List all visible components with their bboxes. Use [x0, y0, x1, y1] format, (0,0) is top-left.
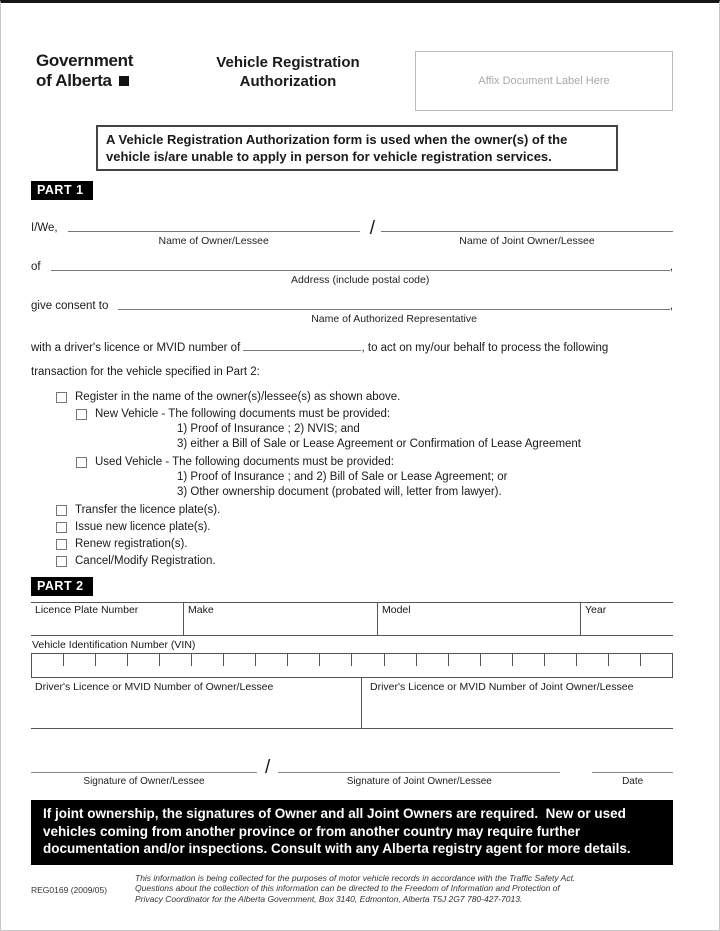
consent-label: give consent to	[31, 300, 109, 312]
checkbox[interactable]	[56, 505, 67, 516]
vin-character-cell[interactable]	[449, 654, 481, 666]
owner-name-input[interactable]	[68, 216, 360, 232]
vin-character-cell[interactable]	[128, 654, 160, 666]
vehicle-table-header-row	[31, 602, 673, 635]
vin-character-cell[interactable]	[641, 654, 672, 666]
checkbox[interactable]	[76, 457, 87, 468]
signature-slash: /	[265, 757, 271, 778]
mvid-number-input[interactable]	[243, 339, 361, 351]
transaction-option	[31, 504, 673, 516]
vin-character-cell[interactable]	[481, 654, 513, 666]
form-title	[188, 53, 388, 91]
owner-name-field-group	[68, 216, 360, 247]
date-label: Date	[622, 776, 644, 787]
vin-input-strip[interactable]	[31, 653, 673, 678]
owner-signature-label: Signature of Owner/Lessee	[83, 776, 205, 787]
vin-character-cell[interactable]	[160, 654, 192, 666]
representative-name-input[interactable]	[118, 294, 669, 310]
form-title-line1: Vehicle Registration	[216, 54, 360, 71]
transaction-option	[31, 456, 673, 499]
vin-character-cell[interactable]	[64, 654, 96, 666]
government-of-alberta-logo	[36, 51, 188, 91]
make-header: Make	[188, 604, 214, 616]
mvid-text-after: , to act on my/our behalf to process the following	[361, 342, 609, 354]
names-row	[31, 216, 673, 247]
option-detail: 1) Proof of Insurance ; 2) NVIS; and	[177, 423, 360, 435]
vin-character-cell[interactable]	[513, 654, 545, 666]
option-label: Transfer the licence plate(s).	[75, 504, 221, 516]
logo-line1: Government	[36, 51, 134, 70]
option-label: Register in the name of the owner(s)/lessee(s) as shown above.	[75, 391, 401, 403]
mvid-paragraph	[31, 339, 673, 356]
vin-character-cell[interactable]	[320, 654, 352, 666]
address-field-group	[51, 255, 670, 286]
year-header: Year	[585, 604, 607, 616]
joint-signature-label: Signature of Joint Owner/Lessee	[346, 776, 492, 787]
address-row	[31, 255, 673, 286]
joint-name-field-group	[381, 216, 673, 247]
form-number: REG0169 (2009/05)	[31, 885, 108, 895]
joint-owner-name-input[interactable]	[381, 216, 673, 232]
model-header: Model	[382, 604, 411, 616]
joint-ownership-banner: If joint ownership, the signatures of Owner and all Joint Owners are required. New or used vehicles coming from another province or from another country may require further documentation and/or inspections. Consult with any Alberta registry agent for more details.	[31, 800, 673, 865]
vin-character-cell[interactable]	[385, 654, 417, 666]
vin-character-cell[interactable]	[288, 654, 320, 666]
document-label-box	[415, 51, 673, 111]
option-detail: 1) Proof of Insurance ; and 2) Bill of Sale or Lease Agreement; or	[177, 471, 508, 483]
dl-owner-cell[interactable]	[31, 678, 362, 728]
vin-character-cell[interactable]	[192, 654, 224, 666]
joint-name-label: Name of Joint Owner/Lessee	[459, 235, 595, 247]
header	[31, 51, 673, 111]
checkbox[interactable]	[56, 522, 67, 533]
option-details	[31, 422, 673, 451]
plate-number-header: Licence Plate Number	[35, 604, 139, 616]
consent-comma: ,	[669, 300, 673, 312]
dl-number-row	[31, 678, 673, 729]
make-cell[interactable]	[184, 603, 378, 635]
checkbox[interactable]	[56, 556, 67, 567]
vin-character-cell[interactable]	[609, 654, 641, 666]
address-label: Address (include postal code)	[291, 274, 430, 286]
vin-character-cell[interactable]	[224, 654, 256, 666]
address-comma: ,	[669, 261, 673, 273]
option-detail: 3) Other ownership document (probated will, letter from lawyer).	[177, 485, 502, 498]
transaction-option	[31, 538, 673, 550]
owner-name-label: Name of Owner/Lessee	[158, 235, 269, 247]
names-slash: /	[369, 218, 375, 239]
affix-label-text: Affix Document Label Here	[478, 75, 610, 87]
vin-character-cell[interactable]	[545, 654, 577, 666]
checkbox[interactable]	[56, 539, 67, 550]
vin-character-cell[interactable]	[96, 654, 128, 666]
part2-badge: PART 2	[31, 577, 93, 596]
part1-badge: PART 1	[31, 181, 93, 200]
of-label: of	[31, 261, 41, 273]
transaction-options	[31, 391, 673, 567]
mvid-text-before: with a driver's licence or MVID number of	[31, 342, 241, 354]
option-label: Issue new licence plate(s).	[75, 521, 211, 533]
option-label: New Vehicle - The following documents must be provided:	[95, 408, 391, 420]
vin-character-cell[interactable]	[577, 654, 609, 666]
option-label: Used Vehicle - The following documents must be provided:	[95, 456, 394, 468]
vin-character-cell[interactable]	[417, 654, 449, 666]
checkbox[interactable]	[76, 409, 87, 420]
joint-signature-group	[278, 759, 560, 787]
representative-label: Name of Authorized Representative	[311, 313, 477, 325]
option-detail: 3) either a Bill of Sale or Lease Agreement or Confirmation of Lease Agreement	[177, 437, 582, 450]
transaction-option	[31, 555, 673, 567]
transaction-line: transaction for the vehicle specified in Part 2:	[31, 366, 260, 378]
iwe-label: I/We,	[31, 222, 58, 234]
dl-owner-label: Driver's Licence or MVID Number of Owner/Lessee	[35, 681, 274, 693]
vin-character-cell[interactable]	[256, 654, 288, 666]
vin-label: Vehicle Identification Number (VIN)	[32, 639, 196, 651]
model-cell[interactable]	[378, 603, 581, 635]
vin-character-cell[interactable]	[32, 654, 64, 666]
year-cell[interactable]	[581, 603, 673, 635]
signature-row	[31, 759, 673, 787]
option-details	[31, 470, 673, 499]
transaction-option	[31, 391, 673, 403]
usage-notice: A Vehicle Registration Authorization form is used when the owner(s) of the vehicle is/are unable to apply in person for vehicle registration services.	[96, 125, 618, 171]
option-label: Cancel/Modify Registration.	[75, 555, 216, 567]
privacy-statement: This information is being collected for the purposes of motor vehicle records in accordance with the Traffic Safety Act. Questions about the collection of this information can be directed to the Freedom of Information and Protection of Privacy Coordinator for the Alberta Government, Box 3140, Edmonton, Alberta T5J 2G7 780-427-7013.	[135, 872, 576, 904]
date-group	[592, 759, 673, 787]
plate-number-cell[interactable]	[31, 603, 184, 635]
footer	[31, 873, 673, 905]
transaction-option	[31, 521, 673, 533]
representative-field-group	[118, 294, 669, 325]
form-title-line2: Authorization	[239, 73, 337, 90]
alberta-logo-square-icon	[119, 76, 129, 86]
option-label: Renew registration(s).	[75, 538, 188, 550]
checkbox[interactable]	[56, 392, 67, 403]
dl-joint-cell[interactable]	[362, 678, 673, 728]
logo-line2: of Alberta	[36, 71, 112, 90]
owner-signature-group	[31, 759, 257, 787]
joint-signature-input[interactable]	[278, 759, 560, 773]
owner-signature-input[interactable]	[31, 759, 257, 773]
date-input[interactable]	[592, 759, 673, 773]
address-input[interactable]	[51, 255, 670, 271]
dl-joint-label: Driver's Licence or MVID Number of Joint Owner/Lessee	[370, 681, 634, 693]
consent-row	[31, 294, 673, 325]
vin-character-cell[interactable]	[352, 654, 384, 666]
transaction-option	[31, 408, 673, 451]
